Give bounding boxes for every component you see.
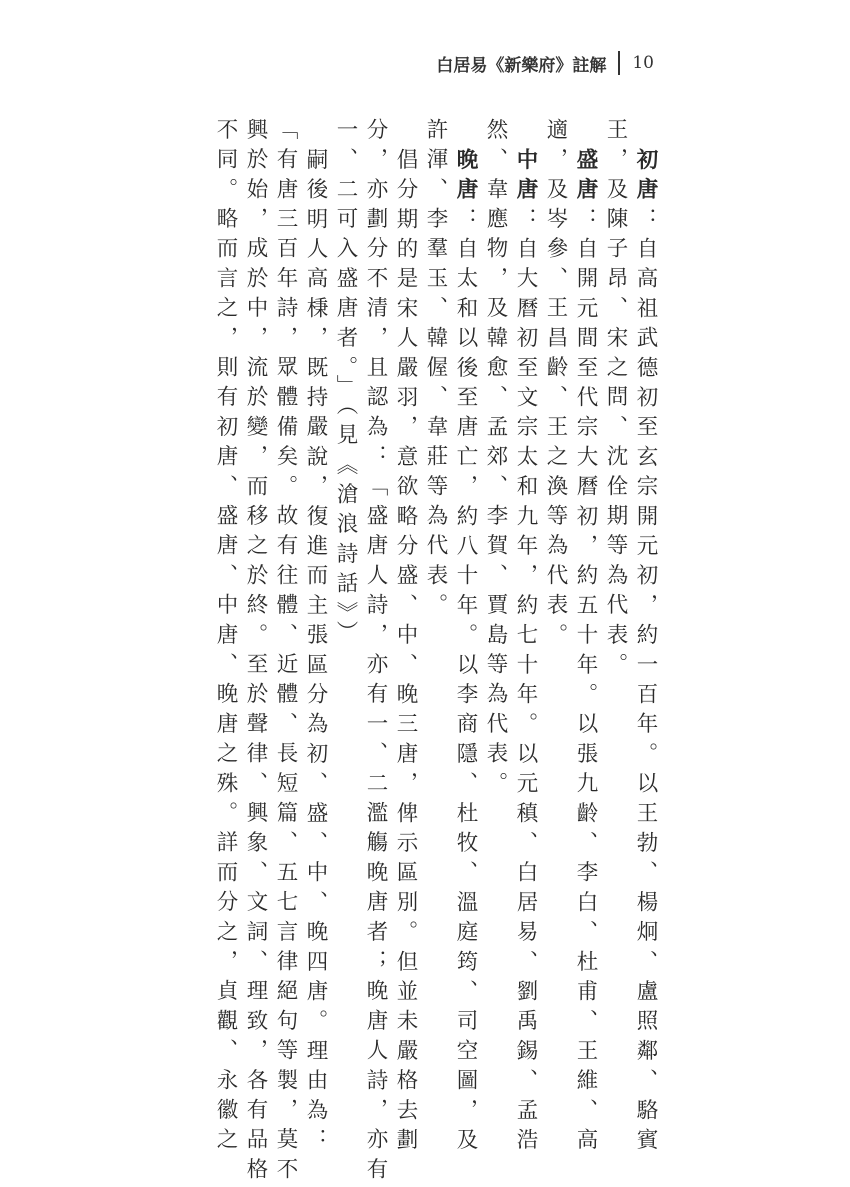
column-text: 許渾、李羣玉、韓偓、韋莊等為代表。 xyxy=(423,118,448,623)
paragraph-column xyxy=(270,118,300,1187)
paragraph-column xyxy=(240,118,270,1187)
period-heading-high-tang: 盛唐 xyxy=(573,148,598,208)
column-text: ：自太和以後至唐亡，約八十年。以李商隱、杜牧、溫庭筠、司空圖，及 xyxy=(453,207,478,1158)
column-text: 嗣後明人高棅，既持嚴說，復進而主張區分為初、盛、中、晚四唐。理由為： xyxy=(303,148,328,1158)
column-text: 「有唐三百年詩，眾體備矣。故有往體、近體、長短篇、五七言律絕句等製，莫不 xyxy=(273,118,298,1187)
paragraph-column xyxy=(510,118,540,1158)
paragraph-column xyxy=(600,118,630,758)
period-heading-early-tang: 初唐 xyxy=(633,148,658,208)
column-text: 分，亦劃分不清，且認為：「盛唐人詩，亦有一、二濫觴晚唐者；晚唐人詩，亦有 xyxy=(363,118,388,1187)
column-text: 不同。略而言之，則有初唐、盛唐、中唐、晚唐之殊。詳而分之，貞觀、永徽之 xyxy=(213,118,238,1158)
paragraph-column xyxy=(360,118,390,1187)
paragraph-column xyxy=(450,118,480,1158)
column-text: ：自大曆初至文宗太和九年，約七十年。以元稹、白居易、劉禹錫、孟浩 xyxy=(513,207,538,1158)
column-text: 倡分期的是宋人嚴羽，意欲略分盛、中、晚三唐，俾示區別。但並未嚴格去劃 xyxy=(393,148,418,1158)
paragraph-column xyxy=(210,118,240,1158)
paragraph-column xyxy=(540,118,570,758)
paragraph-column xyxy=(630,118,660,1158)
column-text: 王，及陳子昂、宋之問、沈佺期等為代表。 xyxy=(603,118,628,683)
header-divider xyxy=(618,51,620,75)
paragraph-column xyxy=(300,118,330,1158)
column-text: 興於始，成於中，流於變，而移之於終。至於聲律、興象、文詞、理致，各有品格 xyxy=(243,118,268,1187)
paragraph-column xyxy=(330,118,360,758)
column-text: ：自高祖武德初至玄宗開元初，約一百年。以王勃、楊炯、盧照鄰、駱賓 xyxy=(633,207,658,1158)
page-number: 10 xyxy=(632,53,654,73)
vertical-text-body xyxy=(210,118,660,1187)
book-title: 白居易《新樂府》註解 xyxy=(436,55,607,76)
paragraph-column xyxy=(420,118,450,758)
column-text: 一、二可入盛唐者。」（見《滄浪詩話》） xyxy=(333,118,358,651)
period-heading-late-tang: 晚唐 xyxy=(453,148,478,208)
paragraph-column xyxy=(570,118,600,1158)
column-text: 然、韋應物，及韓愈、孟郊、李賀、賈島等為代表。 xyxy=(483,118,508,802)
column-text: 適，及岑參、王昌齡、王之渙等為代表。 xyxy=(543,118,568,653)
running-header xyxy=(436,48,654,78)
paragraph-column xyxy=(480,118,510,802)
period-heading-mid-tang: 中唐 xyxy=(513,148,538,208)
column-text: ：自開元間至代宗大曆初，約五十年。以張九齡、李白、杜甫、王維、高 xyxy=(573,207,598,1158)
paragraph-column xyxy=(390,118,420,1158)
